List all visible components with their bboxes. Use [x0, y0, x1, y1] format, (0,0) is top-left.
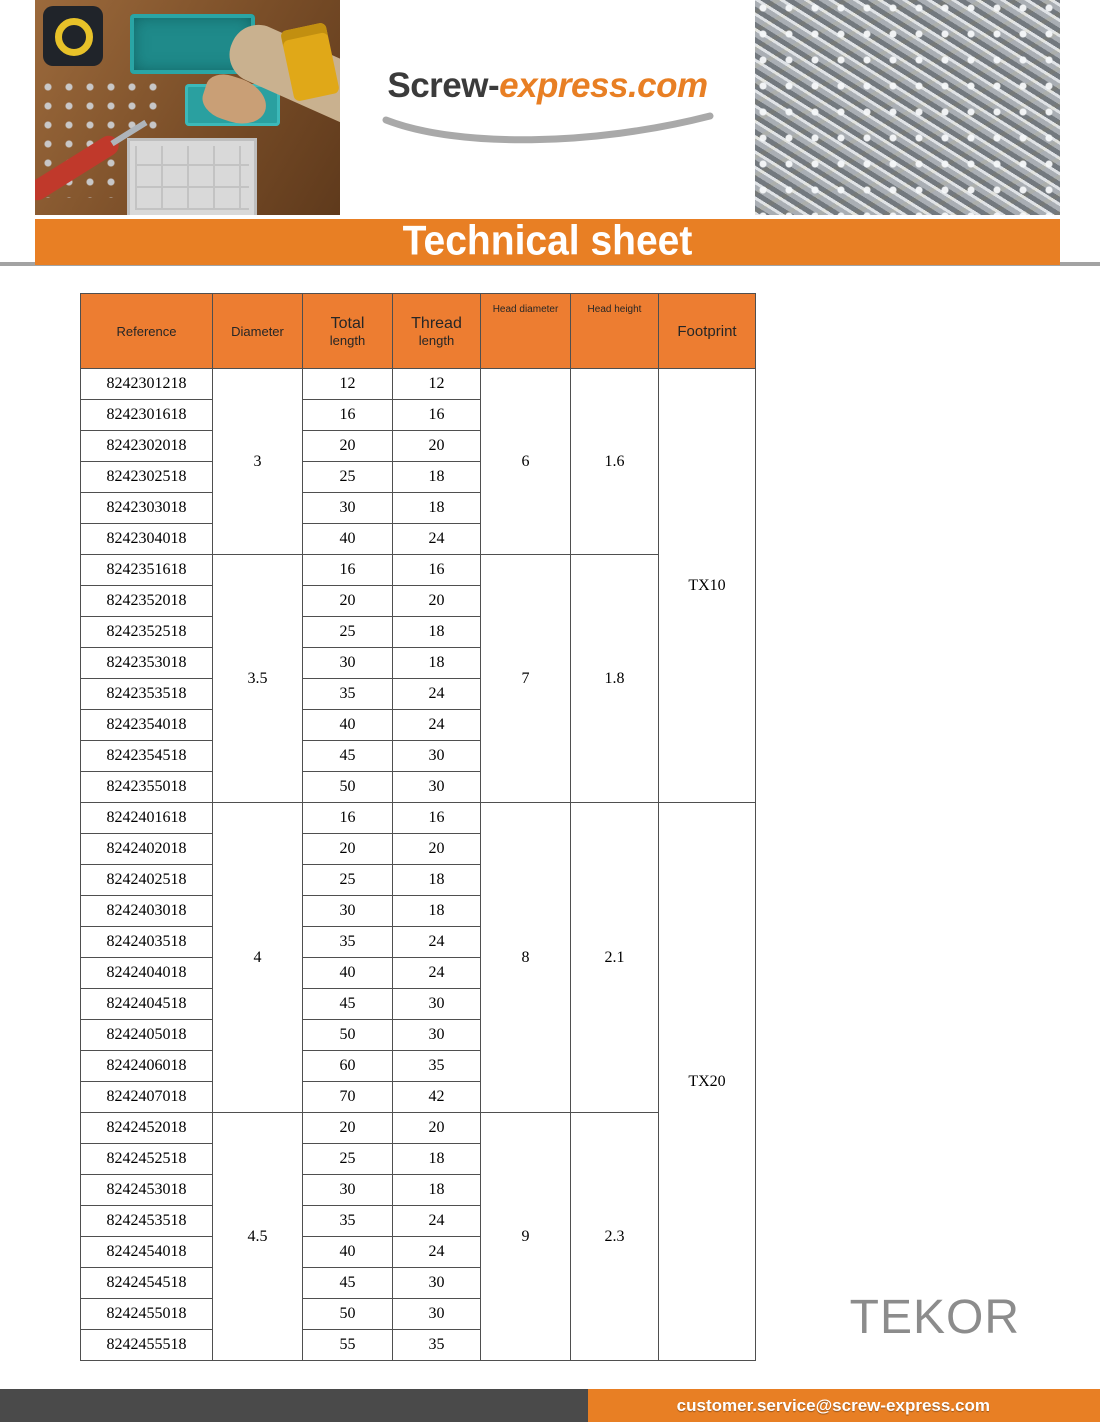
parts-box-decor: [127, 138, 257, 215]
reference-cell: 8242455018: [81, 1299, 213, 1330]
thread-length-cell: 24: [393, 1206, 481, 1237]
brand-logo: [340, 0, 755, 215]
total-length-cell: 40: [303, 958, 393, 989]
total-length-cell: 45: [303, 1268, 393, 1299]
head-diameter-cell: 6: [481, 369, 571, 555]
reference-cell: 8242351618: [81, 555, 213, 586]
diameter-cell: 4: [213, 803, 303, 1113]
thread-length-cell: 24: [393, 679, 481, 710]
spec-table: [80, 293, 756, 1361]
thread-length-cell: 18: [393, 1175, 481, 1206]
reference-cell: 8242403518: [81, 927, 213, 958]
head-diameter-cell: 8: [481, 803, 571, 1113]
thread-length-cell: 18: [393, 617, 481, 648]
reference-cell: 8242302518: [81, 462, 213, 493]
total-length-cell: 50: [303, 772, 393, 803]
head-diameter-cell: 7: [481, 555, 571, 803]
reference-cell: 8242455518: [81, 1330, 213, 1361]
column-header-thread-length: [393, 294, 481, 369]
brand-name-dark: Screw-: [387, 65, 500, 105]
reference-cell: 8242404018: [81, 958, 213, 989]
total-length-cell: 50: [303, 1299, 393, 1330]
column-header-head-diameter: Head diameter: [481, 294, 571, 369]
reference-cell: 8242353018: [81, 648, 213, 679]
reference-cell: 8242355018: [81, 772, 213, 803]
reference-cell: 8242454018: [81, 1237, 213, 1268]
thread-length-cell: 42: [393, 1082, 481, 1113]
total-length-cell: 20: [303, 586, 393, 617]
thread-length-cell: 20: [393, 1113, 481, 1144]
workbench-photo: [35, 0, 340, 215]
reference-cell: 8242452018: [81, 1113, 213, 1144]
column-header-footprint: Footprint: [659, 294, 756, 369]
technical-sheet-banner: [35, 219, 1060, 265]
column-header-diameter: [213, 294, 303, 369]
reference-cell: 8242303018: [81, 493, 213, 524]
total-length-cell: 20: [303, 1113, 393, 1144]
total-length-cell: 12: [303, 369, 393, 400]
total-length-cell: 35: [303, 679, 393, 710]
head-height-cell: 1.8: [571, 555, 659, 803]
head-height-cell: 2.3: [571, 1113, 659, 1361]
thread-length-cell: 30: [393, 772, 481, 803]
reference-cell: 8242454518: [81, 1268, 213, 1299]
thread-length-cell: 18: [393, 462, 481, 493]
total-length-cell: 45: [303, 741, 393, 772]
reference-cell: 8242452518: [81, 1144, 213, 1175]
reference-cell: 8242453518: [81, 1206, 213, 1237]
thread-length-cell: 16: [393, 400, 481, 431]
total-length-cell: 70: [303, 1082, 393, 1113]
reference-cell: 8242301618: [81, 400, 213, 431]
head-height-cell: 1.6: [571, 369, 659, 555]
column-label: Diameter: [231, 323, 284, 339]
thread-length-cell: 20: [393, 431, 481, 462]
thread-length-cell: 30: [393, 1299, 481, 1330]
reference-cell: 8242301218: [81, 369, 213, 400]
total-length-cell: 35: [303, 927, 393, 958]
thread-length-cell: 35: [393, 1330, 481, 1361]
diameter-cell: 3: [213, 369, 303, 555]
total-length-cell: 40: [303, 1237, 393, 1268]
reference-cell: 8242401618: [81, 803, 213, 834]
thread-length-cell: 24: [393, 1237, 481, 1268]
footer-orange-block: [588, 1389, 1100, 1422]
column-sublabel: length: [329, 332, 366, 348]
table-row: [81, 555, 756, 586]
reference-cell: 8242304018: [81, 524, 213, 555]
customer-service-email: customer.service@screw-express.com: [676, 1395, 990, 1415]
column-label: Total: [330, 314, 365, 332]
total-length-cell: 25: [303, 462, 393, 493]
thread-length-cell: 24: [393, 524, 481, 555]
column-header-total-length: [303, 294, 393, 369]
reference-cell: 8242352518: [81, 617, 213, 648]
total-length-cell: 45: [303, 989, 393, 1020]
thread-length-cell: 35: [393, 1051, 481, 1082]
screws-pile-photo: [755, 0, 1060, 215]
total-length-cell: 50: [303, 1020, 393, 1051]
head-diameter-cell: 9: [481, 1113, 571, 1361]
total-length-cell: 20: [303, 834, 393, 865]
column-sublabel: length: [418, 332, 455, 348]
thread-length-cell: 30: [393, 741, 481, 772]
total-length-cell: 30: [303, 896, 393, 927]
thread-length-cell: 18: [393, 1144, 481, 1175]
total-length-cell: 20: [303, 431, 393, 462]
brand-name-orange: express.com: [499, 65, 708, 105]
total-length-cell: 30: [303, 648, 393, 679]
table-row: [81, 369, 756, 400]
total-length-cell: 30: [303, 493, 393, 524]
reference-cell: 8242402518: [81, 865, 213, 896]
table-row: [81, 1113, 756, 1144]
thread-length-cell: 30: [393, 1268, 481, 1299]
footer-gray-block: [0, 1389, 588, 1422]
page-title: Technical sheet: [402, 218, 693, 265]
thread-length-cell: 18: [393, 493, 481, 524]
thread-length-cell: 18: [393, 865, 481, 896]
reference-cell: 8242353518: [81, 679, 213, 710]
reference-cell: 8242403018: [81, 896, 213, 927]
column-label: Thread: [411, 314, 462, 332]
total-length-cell: 60: [303, 1051, 393, 1082]
footer-bar: [0, 1389, 1100, 1422]
total-length-cell: 25: [303, 1144, 393, 1175]
total-length-cell: 55: [303, 1330, 393, 1361]
header-row: [81, 294, 756, 369]
reference-cell: 8242404518: [81, 989, 213, 1020]
thread-length-cell: 20: [393, 834, 481, 865]
total-length-cell: 40: [303, 524, 393, 555]
spec-table-body: [81, 369, 756, 1361]
total-length-cell: 35: [303, 1206, 393, 1237]
tekor-brand: TEKOR: [849, 1291, 1020, 1344]
thread-length-cell: 16: [393, 803, 481, 834]
footprint-cell: TX10: [659, 369, 756, 803]
thread-length-cell: 12: [393, 369, 481, 400]
thread-length-cell: 24: [393, 710, 481, 741]
table-row: [81, 803, 756, 834]
total-length-cell: 16: [303, 400, 393, 431]
reference-cell: 8242352018: [81, 586, 213, 617]
reference-cell: 8242453018: [81, 1175, 213, 1206]
total-length-cell: 30: [303, 1175, 393, 1206]
brand-name: [387, 66, 707, 106]
diameter-cell: 3.5: [213, 555, 303, 803]
reference-cell: 8242407018: [81, 1082, 213, 1113]
thread-length-cell: 24: [393, 958, 481, 989]
thread-length-cell: 18: [393, 648, 481, 679]
total-length-cell: 40: [303, 710, 393, 741]
reference-cell: 8242354018: [81, 710, 213, 741]
reference-cell: 8242302018: [81, 431, 213, 462]
reference-cell: 8242406018: [81, 1051, 213, 1082]
footprint-cell: TX20: [659, 803, 756, 1361]
tape-measure-decor: [43, 6, 103, 66]
column-header-head-height: Head height: [571, 294, 659, 369]
total-length-cell: 25: [303, 617, 393, 648]
thread-length-cell: 30: [393, 989, 481, 1020]
diameter-cell: 4.5: [213, 1113, 303, 1361]
thread-length-cell: 18: [393, 896, 481, 927]
spec-table-header: [81, 294, 756, 369]
head-height-cell: 2.1: [571, 803, 659, 1113]
thread-length-cell: 20: [393, 586, 481, 617]
total-length-cell: 16: [303, 555, 393, 586]
reference-cell: 8242354518: [81, 741, 213, 772]
total-length-cell: 16: [303, 803, 393, 834]
column-label: Reference: [116, 323, 177, 339]
thread-length-cell: 24: [393, 927, 481, 958]
logo-swoosh-icon: [378, 112, 718, 150]
reference-cell: 8242405018: [81, 1020, 213, 1051]
total-length-cell: 25: [303, 865, 393, 896]
thread-length-cell: 16: [393, 555, 481, 586]
reference-cell: 8242402018: [81, 834, 213, 865]
thread-length-cell: 30: [393, 1020, 481, 1051]
column-header-reference: [81, 294, 213, 369]
